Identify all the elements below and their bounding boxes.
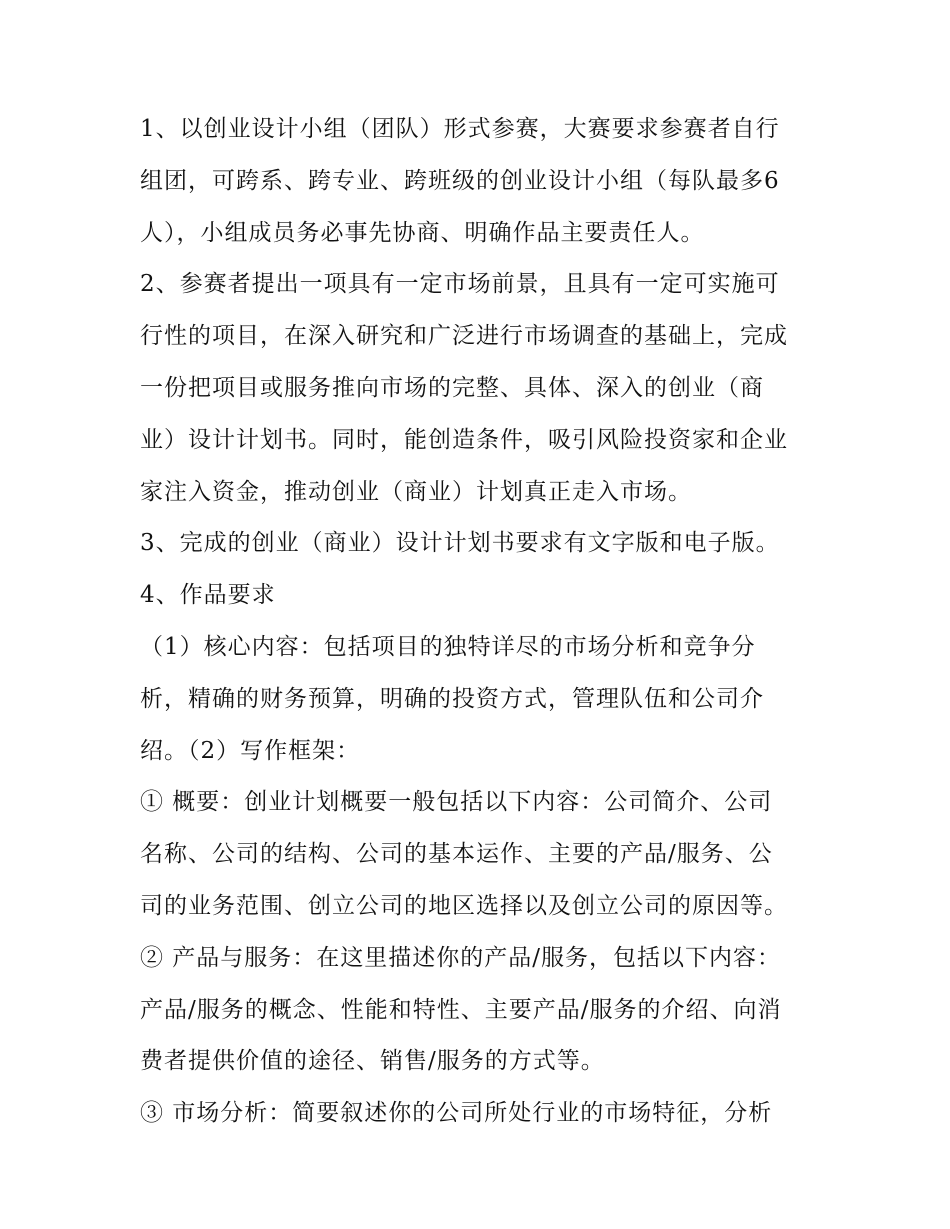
text-line-9: 3、完成的创业（商业）设计计划书要求有文字版和电子版。 [140, 530, 780, 557]
text-line-4: 2、参赛者提出一项具有一定市场前景，且具有一定可实施可 [140, 271, 780, 298]
text-line-10: 4、作品要求 [140, 582, 276, 609]
text-line-5: 行性的项目，在深入研究和广泛进行市场调查的基础上，完成 [140, 323, 788, 350]
text-line-6: 一份把项目或服务推向市场的完整、具体、深入的创业（商 [140, 374, 764, 401]
text-line-1: 1、以创业设计小组（团队）形式参赛，大赛要求参赛者自行 [140, 116, 780, 142]
text-line-18: 产品/服务的概念、性能和特性、主要产品/服务的介绍、向消 [140, 996, 782, 1023]
text-line-11: （1）核心内容：包括项目的独特详尽的市场分析和竞争分 [140, 633, 756, 660]
text-line-17: ② 产品与服务：在这里描述你的产品/服务，包括以下内容： [140, 944, 782, 971]
text-line-7: 业）设计计划书。同时，能创造条件，吸引风险投资家和企业 [140, 426, 788, 453]
text-line-3: 人），小组成员务必事先协商、明确作品主要责任人。 [140, 219, 705, 246]
text-line-19: 费者提供价值的途径、销售/服务的方式等。 [140, 1048, 605, 1075]
text-line-2: 组团，可跨系、跨专业、跨班级的创业设计小组（每队最多6 [140, 167, 780, 194]
text-line-8: 家注入资金，推动创业（商业）计划真正走入市场。 [140, 478, 692, 505]
text-line-16: 司的业务范围、创立公司的地区选择以及创立公司的原因等。 [140, 892, 788, 919]
text-line-20: ③ 市场分析：简要叙述你的公司所处行业的市场特征，分析 [140, 1100, 773, 1127]
text-line-14: ① 概要：创业计划概要一般包括以下内容：公司简介、公司 [140, 789, 773, 816]
text-line-15: 名称、公司的结构、公司的基本运作、主要的产品/服务、公 [140, 841, 773, 868]
text-line-13: 绍。（2）写作框架： [140, 737, 361, 764]
text-line-12: 析，精确的财务预算，明确的投资方式，管理队伍和公司介 [140, 685, 764, 712]
document-body [140, 104, 820, 1140]
